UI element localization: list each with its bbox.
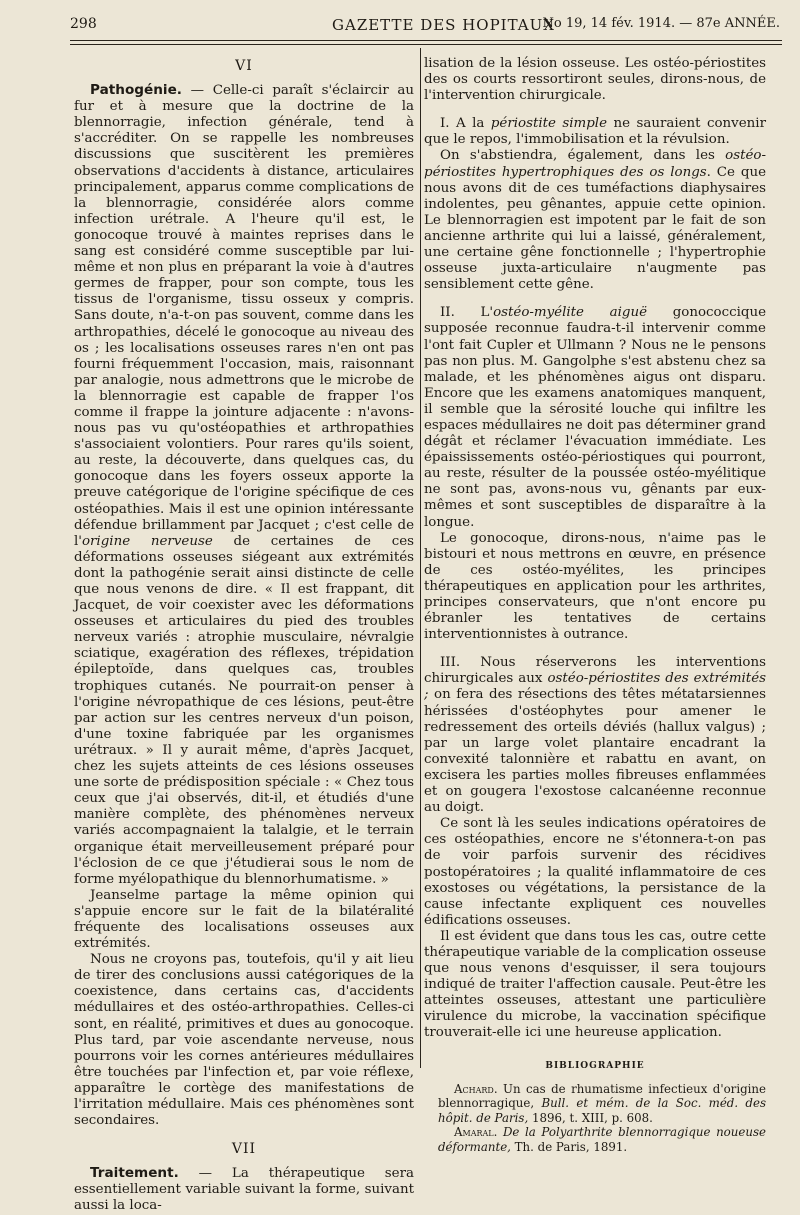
item-ii-italic: ostéo-myélite aiguë — [493, 305, 648, 321]
item-ii-text-2: gonococcique supposée reconnue faudra-t-il intervenir comme l'ont fait Cupler et Ullmann ? Nous ne le pensons pas non plus. M. Gangolphe s'est abstenu chez sa malade, et les phénomènes aigus ont disparu. Encore que les examens anatomiques manquent, il semble que la sérosité louche qui infiltre les espaces médullaires ne doit pas déterminer grand dégât et réclamer l'évacuation immédiate. Les épaississements ostéo-périostiques qui pourront, au reste, résulter de la poussée ostéo-myélitique ne sont pas, avons-nous vu, gênants par eux-mêmes et sont susceptibles de disparaître à la longue. — [424, 305, 767, 530]
item-ii-text: II. L' — [440, 305, 494, 321]
gonocoque-paragraph: Le gonocoque, dirons-nous, n'aime pas le bistouri et nous mettrons en œuvre, en présence de ces ostéo-myélites, les principes thérapeutiques en application pour les arthrites, principes conservateurs, que n'ont encore pu ébranler les tentatives de certains interventionnistes à outrance. — [424, 530, 766, 643]
header-rule-top — [70, 40, 782, 41]
left-column — [74, 56, 414, 1215]
item-iii-paragraph — [424, 655, 766, 816]
bib1-text-2: 1896, t. XIII, p. 608. — [528, 1110, 653, 1125]
section-heading-vi: VI — [235, 58, 253, 74]
bibliography-heading: BIBLIOGRAPHIE — [545, 1060, 645, 1071]
section-heading-vii: VII — [231, 1141, 257, 1158]
bibliography-entry-1 — [424, 1082, 766, 1126]
item-i-b-paragraph — [424, 148, 766, 293]
pathogenie-label: Pathogénie. — [90, 82, 182, 99]
journal-title: GAZETTE DES HOPITAUX — [332, 16, 555, 34]
item-i-paragraph — [424, 116, 766, 148]
bibliography-entry-2 — [424, 1125, 766, 1154]
pathogenie-text-2: de certaines de ces déformations osseuses siégeant aux extrémités dont la pathogénie serait ainsi distincte de celle que nous venons de dire. « Il est frappant, dit Jacquet, de voir coexister avec les déformations osseuses et articulaires du pied des troubles nerveux variés : atrophie musculaire, névralgie sciatique, exagération des réflexes, trépidation épileptoïde, dans quelques cas, troubles trophiques cutanés. Ne pourrait-on penser à l'origine névropathique de ces lésions, peut-être par action sur les centres nerveux d'un poison, d'une toxine fabriquée par les organismes urétraux. » Il y aurait même, d'après Jacquet, chez les sujets atteints de ces lésions osseuses une sorte de prédisposition spéciale : « Chez tous ceux que j'ai observés, dit-il, et étudiés d'une manière complète, des phénomènes nerveux variés accompagnaient la talalgie, et le terrain organique était merveilleusement préparé pour l'éclosion de ce que j'étudierai sous le nom de forme myélopathique du blennorhumatisme. » — [74, 533, 414, 887]
continuation-paragraph: lisation de la lésion osseuse. Les ostéo-périostites des os courts ressortiront seules, dirons-nous, de l'intervention chirurgicale. — [424, 56, 766, 104]
item-iii-text: III. Nous réserverons les interventions chirurgicales aux — [424, 655, 766, 687]
evident-paragraph: Il est évident que dans tous les cas, outre cette thérapeutique variable de la complication osseuse que nous venons d'esquisser, il sera toujours indiqué de traiter l'affection causale. Peut-être les atteintes osseuses, attestant une particulière virulence du microbe, la vaccination spécifique trouverait-elle ici une heureuse application. — [424, 928, 766, 1041]
item-iii-text-2: on fera des résections des têtes métatarsiennes hérissées d'ostéophytes pour amener le redressement des orteils déviés (hallux valgus) ; par un large volet plantaire encadrant la convexité talonnière et rabattu en avant, on excisera les parties molles fibreuses enflammées et on gougera l'exostose calcanéenne reconnue au doigt. — [424, 687, 766, 816]
bib1-text: Un cas de rhumatisme infectieux d'origine blennorragique, — [438, 1081, 766, 1111]
item-i-b-text: On s'abstiendra, également, dans les — [440, 148, 726, 164]
seules-paragraph: Ce sont là les seules indications opératoires de ces ostéopathies, encore ne s'étonnera-t-on pas de voir parfois survenir des récidives postopératoires ; la qualité inflammatoire de ces exostoses ou végétations, la persistance de la cause infectante expliquent ces nouvelles édifications osseuses. — [424, 816, 766, 928]
item-i-b-italic: ostéo-périostites hypertrophiques des os longs — [424, 148, 766, 180]
item-ii-paragraph — [424, 305, 766, 530]
bib2-author: Amaral. — [454, 1125, 498, 1140]
item-i-b-text-2: . Ce que nous avons dit de ces tuméfactions diaphysaires indolentes, peu gênantes, appuie cette opinion. Le blennorragien est impotent par le fait de son ancienne arthrite qui lui a laissé, généralement, une certaine gêne fonctionnelle ; l'hypertrophie osseuse juxta-articulaire n'augmente pas sensiblement cette gêne. — [424, 164, 766, 293]
bib2-text: Th. de Paris, 1891. — [510, 1140, 628, 1154]
header-rule-bottom — [70, 44, 782, 45]
item-i-text: I. A la — [440, 116, 491, 132]
traitement-paragraph — [74, 1165, 414, 1214]
pathogenie-italic: origine nerveuse — [81, 533, 213, 549]
jeanselme-paragraph: Jeanselme partage la même opinion qui s'appuie encore sur le fait de la bilatéralité fréquente des localisations osseuses aux extrémités. — [74, 887, 414, 952]
issue-info: No 19, 14 fév. 1914. — 87e ANNÉE. — [542, 16, 780, 31]
page-number: 298 — [70, 16, 97, 32]
nous-paragraph: Nous ne croyons pas, toutefois, qu'il y ait lieu de tirer des conclusions aussi catégoriques de la coexistence, dans certains cas, d'accidents médullaires et des ostéo-arthropathies. Celles-ci sont, en réalité, primitives et dues au gonocoque. Plus tard, par voie ascendante nerveuse, nous pourrons voir les cornes antérieures médullaires être touchées par l'infection et, par voie réflexe, apparaître le cortège des manifestations de l'irritation médullaire. Mais ces phénomènes sont secondaires. — [74, 952, 414, 1129]
item-i-italic: périostite simple — [490, 116, 608, 132]
right-column — [424, 56, 766, 1155]
bib2-italic: De la Polyarthrite blennorragique noueuse déformante, — [438, 1125, 766, 1154]
column-divider — [420, 48, 421, 1068]
pathogenie-paragraph — [74, 82, 414, 888]
bib1-italic: Bull. et mém. de la Soc. méd. des hôpit. de Paris, — [438, 1096, 767, 1125]
pathogenie-text: — Celle-ci paraît s'éclaircir au fur et à mesure que la doctrine de la blennorragie, infection générale, tend à s'accréditer. On se rappelle les nombreuses discussions que suscitèrent les premières observations d'accidents à distance, articulaires principalement, apparus comme complications de la blennorragie, considérée alors comme infection urétrale. A l'heure qu'il est, le gonocoque trouvé à maintes reprises dans le sang est considéré comme susceptible par lui-même et non plus en préparant la voie à d'autres germes de frapper, pour son compte, tous les tissus de l'organisme, tissu osseux y compris. Sans doute, n'a-t-on pas souvent, comme dans les arthropathies, décelé le gonocoque au niveau des os ; les localisations osseuses rares n'en ont pas fourni fréquemment l'occasion, mais, raisonnant par analogie, nous admettrons que le microbe de la blennorragie est capable de frapper l'os comme il frappe la jointure adjacente : n'avons-nous pas vu qu'ostéopathies et arthropathies s'associaient volontiers. Pour rares qu'ils soient, au reste, la découverte, dans quelques cas, du gonocoque dans les foyers osseux apporte la preuve catégorique de l'origine spécifique de ces ostéopathies. Mais il est une opinion intéressante défendue brillamment par Jacquet ; c'est celle de l' — [74, 83, 414, 549]
traitement-label: Traitement. — [90, 1165, 179, 1182]
traitement-text: — La thérapeutique sera essentiellement variable suivant la forme, suivant aussi la loca- — [74, 1166, 414, 1214]
bib1-author: Achard. — [454, 1081, 498, 1096]
item-i-text-2: ne sauraient convenir que le repos, l'immobilisation et la révulsion. — [424, 116, 766, 148]
page-header — [70, 12, 780, 38]
item-iii-italic: ostéo-périostites des extrémités ; — [424, 671, 766, 703]
